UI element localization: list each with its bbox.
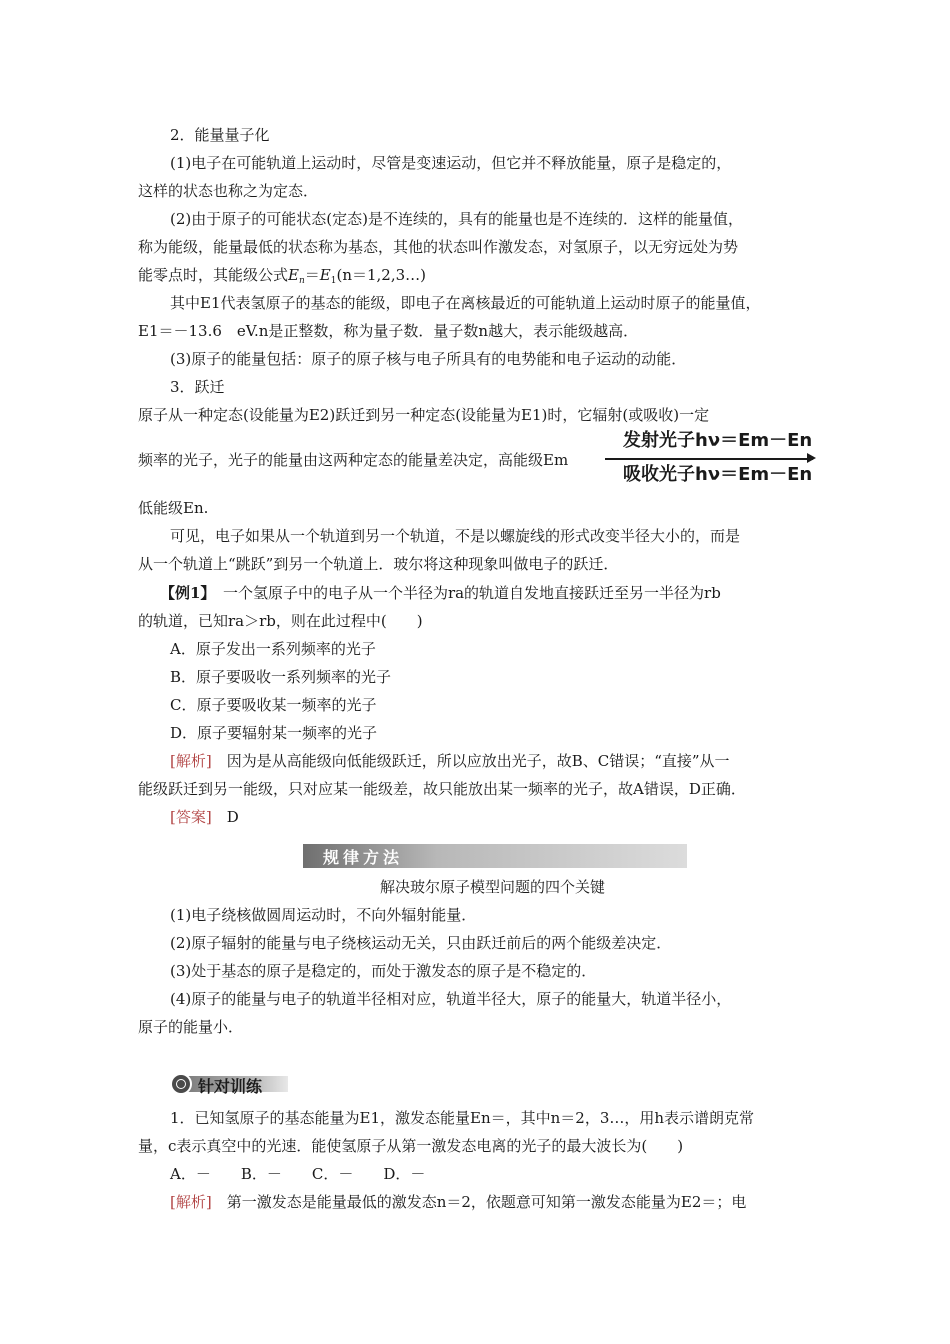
example-answer-line: [170, 807, 239, 827]
analysis-a: 因为是从高能级向低能级跃迁，所以应放出光子，故B、C错误；“直接”从一: [211, 752, 730, 770]
training-q1a: 1．已知氢原子的基态能量为E1，激发态能量En＝，其中n＝2，3…，用h表示谱朗克常: [170, 1109, 755, 1127]
sec2-p3b: E1＝－13.6 eV.n是正整数，称为量子数．量子数n越大，表示能级越高．: [138, 322, 639, 340]
answer-value: D: [211, 808, 239, 826]
section2-heading: 2．能量量子化: [170, 126, 270, 144]
sec2-p2c-pre: 能零点时，其能级公式: [138, 266, 289, 284]
method-item-1: (1)电子绕核做圆周运动时，不向外辐射能量．: [170, 906, 477, 924]
sec2-p1a: (1)电子在可能轨道上运动时，尽管是变速运动，但它并不释放能量，原子是稳定的，: [170, 154, 732, 172]
training-q1b: 量，c表示真空中的光速．能使氢原子从第一激发态电离的光子的最大波长为( ): [138, 1137, 684, 1155]
example-tag: 【例1】: [160, 584, 208, 602]
training-options: A．－ B．－ C．－ D．－: [170, 1165, 426, 1183]
sec2-p1b: 这样的状态也称之为定态．: [138, 182, 319, 200]
arrow-right-icon: [807, 453, 816, 463]
target-icon: [170, 1073, 192, 1095]
example-analysis-b: 能级跃迁到另一能级，只对应某一能级差，故只能放出某一频率的光子，故A错误，D正确．: [138, 780, 746, 798]
training-banner: [170, 1073, 288, 1095]
analysis-tag: [解析]: [170, 752, 212, 770]
method-banner-label: 规律方法: [323, 848, 404, 867]
method-title: 解决玻尔原子模型问题的四个关键: [380, 878, 606, 896]
sec3-p4a: 可见，电子如果从一个轨道到另一个轨道，不是以螺旋线的形式改变半径大小的，而是: [170, 527, 741, 545]
sec3-p3: 低能级En.: [138, 499, 209, 517]
equation-arrow-bar: [605, 458, 813, 460]
example-q1: 一个氢原子中的电子从一个半径为ra的轨道自发地直接跃迁至另一半径为rb: [207, 584, 721, 602]
method-banner: [303, 844, 687, 868]
sec2-p2a: (2)由于原子的可能状态(定态)是不连续的，具有的能量也是不连续的．这样的能量值，: [170, 210, 743, 228]
method-item-3: (3)处于基态的原子是稳定的，而处于激发态的原子是不稳定的．: [170, 962, 597, 980]
training-analysis-tag: [解析]: [170, 1193, 212, 1211]
sec3-p4b: 从一个轨道上“跳跃”到另一个轨道上．玻尔将这种现象叫做电子的跃迁．: [138, 555, 619, 573]
example-option-b: B．原子要吸收一系列频率的光子: [170, 668, 392, 686]
method-item-4: (4)原子的能量与电子的轨道半径相对应，轨道半径大，原子的能量大，轨道半径小，: [170, 990, 732, 1008]
sec2-p2b: 称为能级，能量最低的状态称为基态，其他的状态叫作激发态，对氢原子，以无穷远处为势: [138, 238, 739, 256]
sec3-p2: 频率的光子，光子的能量由这两种定态的能量差决定，高能级Em: [138, 451, 569, 469]
section3-heading: 3．跃迁: [170, 378, 225, 396]
method-item-4b: 原子的能量小．: [138, 1018, 244, 1036]
answer-tag: [答案]: [170, 808, 212, 826]
method-item-2: (2)原子辐射的能量与电子绕核运动无关，只由跃迁前后的两个能级差决定．: [170, 934, 672, 952]
example-analysis-line1: [170, 751, 730, 771]
sec2-p3a: 其中E1代表氢原子的基态的能级，即电子在离核最近的可能轨道上运动时原子的能量值，: [170, 294, 761, 312]
absorption-equation: 吸收光子hν＝Em－En: [623, 464, 813, 485]
transition-equation: [593, 428, 818, 490]
example-q2: 的轨道，已知ra＞rb，则在此过程中( ): [138, 612, 423, 630]
example-option-d: D．原子要辐射某一频率的光子: [170, 724, 378, 742]
training-analysis: 第一激发态是能量最低的激发态n＝2，依题意可知第一激发态能量为E2＝；电: [211, 1193, 747, 1211]
sec3-p1: 原子从一种定态(设能量为E2)跃迁到另一种定态(设能量为E1)时，它辐射(或吸收)一定: [138, 406, 710, 424]
example-question-line1: [160, 583, 721, 603]
training-analysis-line: [170, 1192, 746, 1212]
sec2-p4: (3)原子的能量包括：原子的原子核与电子所具有的电势能和电子运动的动能．: [170, 350, 687, 368]
emission-equation: 发射光子hν＝Em－En: [623, 430, 813, 451]
sec2-p2c: 能零点时，其能级公式$E_n=E_1(n=1,2,3\dots)$: [138, 266, 427, 286]
example-option-c: C．原子要吸收某一频率的光子: [170, 696, 377, 714]
sec2-p2c-post: (n＝1,2,3…): [336, 266, 427, 284]
training-banner-label: 针对训练: [198, 1077, 263, 1096]
example-option-a: A．原子发出一系列频率的光子: [170, 640, 376, 658]
